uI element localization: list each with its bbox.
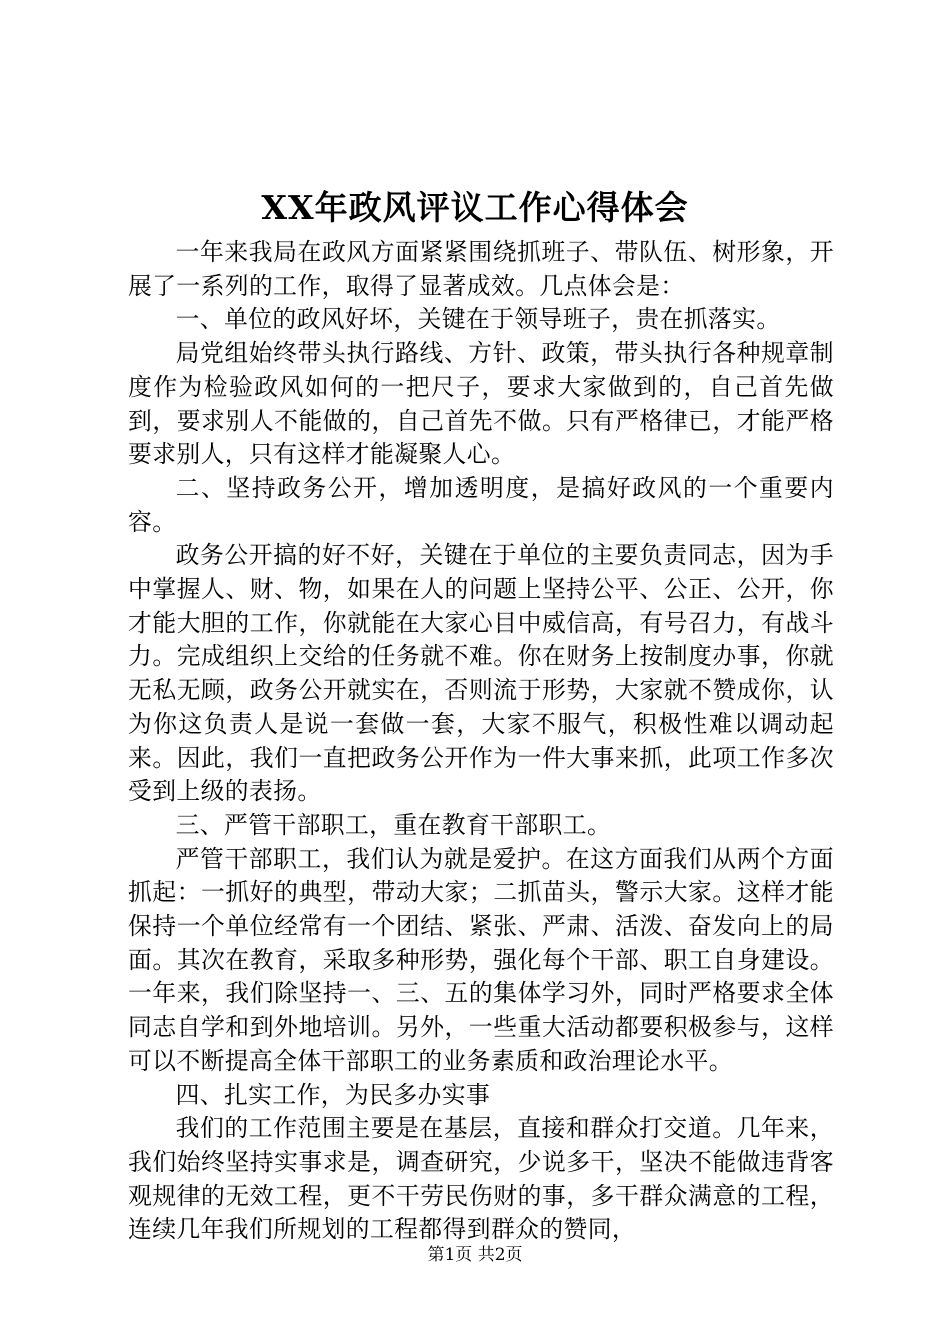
section-heading-1: 一、单位的政风好坏，关键在于领导班子，贵在抓落实。 — [175, 305, 781, 334]
document-title: XX年政风评议工作心得体会 — [261, 188, 689, 227]
paragraph-intro: 一年来我局在政风方面紧紧围绕抓班子、带队伍、树形象，开展了一系列的工作，取得了显著成效。几点体会是： — [128, 238, 834, 300]
page-footer: 第1页 共2页 — [427, 1245, 523, 1265]
paragraph-section-4: 我们的工作范围主要是在基层，直接和群众打交道。几年来，我们始终坚持实事求是，调查研究，少说多干，坚决不能做违背客观规律的无效工程，更不干劳民伤财的事，多干群众满意的工程，连续几年我们所规划的工程都得到群众的赞同， — [128, 1114, 834, 1244]
document-body — [128, 236, 834, 1247]
section-heading-2: 二、坚持政务公开，增加透明度，是搞好政风的一个重要内容。 — [128, 473, 834, 536]
paragraph-section-2: 政务公开搞的好不好，关键在于单位的主要负责同志，因为手中掌握人、财、物，如果在人的问题上坚持公平、公正、公开，你才能大胆的工作，你就能在大家心目中威信高，有号召力，有战斗力。完成组织上交给的任务就不难。你在财务上按制度办事，你就无私无顾，政务公开就实在，否则流于形势，大家就不赞成你，认为你这负责人是说一套做一套，大家不服气，积极性难以调动起来。因此，我们一直把政务公开作为一件大事来抓，此项工作多次受到上级的表扬。 — [128, 541, 834, 806]
paragraph-section-1: 局党组始终带头执行路线、方针、政策，带头执行各种规章制度作为检验政风如何的一把尺子，要求大家做到的，自己首先做到，要求别人不能做的，自己首先不做。只有严格律已，才能严格要求别人，只有这样才能凝聚人心。 — [128, 339, 834, 469]
section-heading-4: 四、扎实工作，为民多办实事 — [175, 1080, 491, 1109]
section-heading-3: 三、严管干部职工，重在教育干部职工。 — [175, 810, 612, 839]
paragraph-section-3: 严管干部职工，我们认为就是爱护。在这方面我们从两个方面抓起：一抓好的典型，带动大家；二抓苗头，警示大家。这样才能保持一个单位经常有一个团结、紧张、严肃、活泼、奋发向上的局面。其次在教育，采取多种形势，强化每个干部、职工自身建设。一年来，我们除坚持一、三、五的集体学习外，同时严格要求全体同志自学和到外地培训。另外，一些重大活动都要积极参与，这样可以不断提高全体干部职工的业务素质和政治理论水平。 — [128, 844, 834, 1075]
